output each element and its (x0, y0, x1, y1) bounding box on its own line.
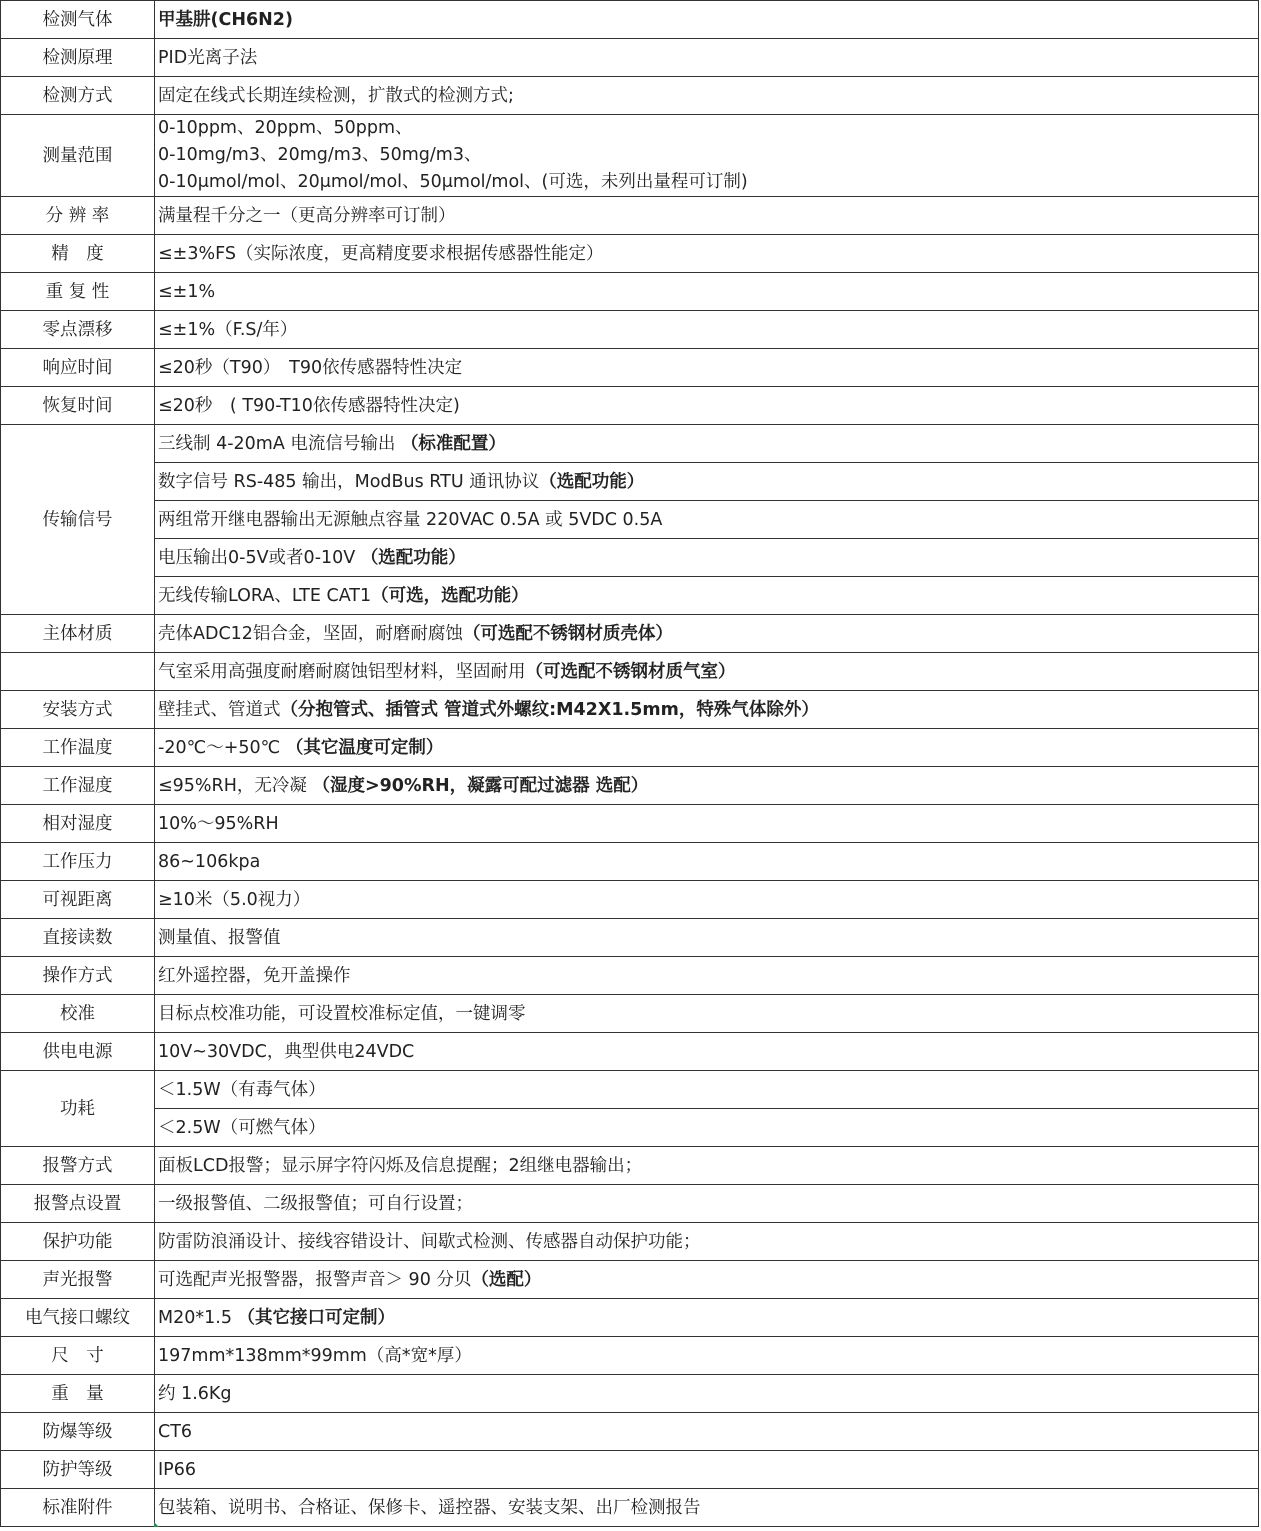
table-row (1, 767, 1259, 805)
row-value: 目标点校准功能，可设置校准标定值，一键调零 (155, 995, 1259, 1033)
value-text: 壳体ADC12铝合金，坚固，耐磨耐腐蚀 (158, 623, 463, 644)
row-value (155, 653, 1259, 691)
row-value: PID光离子法 (155, 39, 1259, 77)
value-note: （可选，选配功能） (371, 585, 529, 606)
range-line-3: 0-10μmol/mol、20μmol/mol、50μmol/mol、(可选，未列出量程可订制) (158, 172, 748, 192)
value-note: （其它温度可定制） (285, 737, 444, 758)
table-row (1, 235, 1259, 273)
table-row (1, 387, 1259, 425)
row-value: 10%～95%RH (155, 805, 1259, 843)
table-row (1, 39, 1259, 77)
row-value: 甲基肼(CH6N2) (155, 1, 1259, 39)
row-value: 10V~30VDC，典型供电24VDC (155, 1033, 1259, 1071)
table-row (1, 1299, 1259, 1337)
table-row (1, 425, 1259, 463)
row-value (155, 1299, 1259, 1337)
row-label: 重 量 (1, 1375, 155, 1413)
row-value (155, 691, 1259, 729)
row-label: 防爆等级 (1, 1413, 155, 1451)
row-value: 包装箱、说明书、合格证、保修卡、遥控器、安装支架、出厂检测报告 (155, 1489, 1259, 1527)
row-label: 主体材质 (1, 615, 155, 653)
row-label: 可视距离 (1, 881, 155, 919)
row-label: 直接读数 (1, 919, 155, 957)
row-value: 测量值、报警值 (155, 919, 1259, 957)
table-row (1, 1223, 1259, 1261)
row-label: 保护功能 (1, 1223, 155, 1261)
row-value: 面板LCD报警；显示屏字符闪烁及信息提醒；2组继电器输出； (155, 1147, 1259, 1185)
row-label: 传输信号 (1, 425, 155, 615)
row-label: 测量范围 (1, 115, 155, 197)
row-label: 工作压力 (1, 843, 155, 881)
row-value: ＜1.5W（有毒气体） (155, 1071, 1259, 1109)
value-text: 壁挂式、管道式 (158, 699, 281, 720)
table-row (1, 1413, 1259, 1451)
table-row (1, 1261, 1259, 1299)
row-label: 报警点设置 (1, 1185, 155, 1223)
table-row (1, 501, 1259, 539)
table-row (1, 919, 1259, 957)
table-row (1, 1071, 1259, 1109)
table-row (1, 881, 1259, 919)
table-row (1, 957, 1259, 995)
value-note: （可选配不锈钢材质壳体） (462, 623, 673, 644)
value-text: 电压输出0-5V或者0-10V (158, 547, 361, 568)
row-value (155, 577, 1259, 615)
table-row (1, 1489, 1259, 1527)
row-value: 约 1.6Kg (155, 1375, 1259, 1413)
row-label: 防护等级 (1, 1451, 155, 1489)
table-row (1, 1147, 1259, 1185)
value-text: 数字信号 RS-485 输出，ModBus RTU 通讯协议 (158, 471, 540, 492)
table-row (1, 197, 1259, 235)
value-note: （标准配置） (400, 433, 506, 454)
table-row (1, 1337, 1259, 1375)
table-row (1, 577, 1259, 615)
row-value (155, 729, 1259, 767)
row-value: 86~106kpa (155, 843, 1259, 881)
row-value: IP66 (155, 1451, 1259, 1489)
row-value (155, 539, 1259, 577)
table-row (1, 1109, 1259, 1147)
value-text: 三线制 4-20mA 电流信号输出 (158, 433, 401, 454)
range-line-1: 0-10ppm、20ppm、50ppm、 (158, 118, 413, 138)
row-value: 满量程千分之一（更高分辨率可订制） (155, 197, 1259, 235)
row-value (155, 425, 1259, 463)
value-note: （分抱管式、插管式 管道式外螺纹:M42X1.5mm，特殊气体除外） (280, 699, 819, 720)
table-row (1, 1451, 1259, 1489)
table-row (1, 729, 1259, 767)
row-label: 精 度 (1, 235, 155, 273)
cell-corner-marker (154, 1522, 159, 1527)
row-label: 分 辨 率 (1, 197, 155, 235)
table-row (1, 115, 1259, 197)
row-label: 功耗 (1, 1071, 155, 1147)
row-label: 检测气体 (1, 1, 155, 39)
row-value: ≤±3%FS（实际浓度，更高精度要求根据传感器性能定） (155, 235, 1259, 273)
row-label: 安装方式 (1, 691, 155, 729)
row-label: 工作湿度 (1, 767, 155, 805)
row-value (155, 115, 1259, 197)
row-value: ≤20秒（T90） T90依传感器特性决定 (155, 349, 1259, 387)
row-label: 工作温度 (1, 729, 155, 767)
row-value: ＜2.5W（可燃气体） (155, 1109, 1259, 1147)
table-row (1, 311, 1259, 349)
row-label: 报警方式 (1, 1147, 155, 1185)
table-row (1, 843, 1259, 881)
row-value: CT6 (155, 1413, 1259, 1451)
row-value (155, 615, 1259, 653)
row-value: 固定在线式长期连续检测，扩散式的检测方式; (155, 77, 1259, 115)
table-row (1, 615, 1259, 653)
table-row (1, 1375, 1259, 1413)
row-value (155, 767, 1259, 805)
value-note: （可选配不锈钢材质气室） (525, 661, 736, 682)
table-row (1, 273, 1259, 311)
table-row (1, 653, 1259, 691)
row-label: 相对湿度 (1, 805, 155, 843)
table-row (1, 539, 1259, 577)
row-label: 标准附件 (1, 1489, 155, 1527)
value-text: -20℃～+50℃ (158, 737, 286, 758)
value-note: （选配） (471, 1269, 542, 1290)
table-row (1, 463, 1259, 501)
row-label: 校准 (1, 995, 155, 1033)
table-row (1, 77, 1259, 115)
row-label: 声光报警 (1, 1261, 155, 1299)
table-row (1, 805, 1259, 843)
value-note: （其它接口可定制） (237, 1307, 396, 1328)
value-text: ≤95%RH，无冷凝 (158, 775, 313, 796)
row-label: 操作方式 (1, 957, 155, 995)
row-value (155, 463, 1259, 501)
row-value: ≥10米（5.0视力） (155, 881, 1259, 919)
row-label: 供电电源 (1, 1033, 155, 1071)
row-label: 尺 寸 (1, 1337, 155, 1375)
table-row (1, 1033, 1259, 1071)
row-value: 197mm*138mm*99mm（高*宽*厚） (155, 1337, 1259, 1375)
row-label: 检测方式 (1, 77, 155, 115)
row-label: 检测原理 (1, 39, 155, 77)
row-value: ≤20秒 ( T90-T10依传感器特性决定) (155, 387, 1259, 425)
row-value: 一级报警值、二级报警值；可自行设置； (155, 1185, 1259, 1223)
table-row (1, 1185, 1259, 1223)
table-row (1, 691, 1259, 729)
value-note: （选配功能） (539, 471, 645, 492)
value-note: （选配功能） (360, 547, 466, 568)
value-text: 无线传输LORA、LTE CAT1 (158, 585, 372, 606)
table-row (1, 1, 1259, 39)
row-label: 恢复时间 (1, 387, 155, 425)
table-row (1, 995, 1259, 1033)
row-value: 两组常开继电器输出无源触点容量 220VAC 0.5A 或 5VDC 0.5A (155, 501, 1259, 539)
row-value: ≤±1% (155, 273, 1259, 311)
row-value: 红外遥控器，免开盖操作 (155, 957, 1259, 995)
row-value: 防雷防浪涌设计、接线容错设计、间歇式检测、传感器自动保护功能； (155, 1223, 1259, 1261)
row-label: 响应时间 (1, 349, 155, 387)
row-label: 重 复 性 (1, 273, 155, 311)
range-line-2: 0-10mg/m3、20mg/m3、50mg/m3、 (158, 145, 482, 165)
value-text: 可选配声光报警器，报警声音＞ 90 分贝 (158, 1269, 472, 1290)
table-row (1, 349, 1259, 387)
row-label (1, 653, 155, 691)
row-label: 零点漂移 (1, 311, 155, 349)
row-value: ≤±1%（F.S/年） (155, 311, 1259, 349)
value-text: 气室采用高强度耐磨耐腐蚀铝型材料，坚固耐用 (158, 661, 526, 682)
value-note: （湿度>90%RH，凝露可配过滤器 选配） (312, 775, 649, 796)
row-value (155, 1261, 1259, 1299)
value-text: M20*1.5 (158, 1307, 238, 1328)
row-label: 电气接口螺纹 (1, 1299, 155, 1337)
